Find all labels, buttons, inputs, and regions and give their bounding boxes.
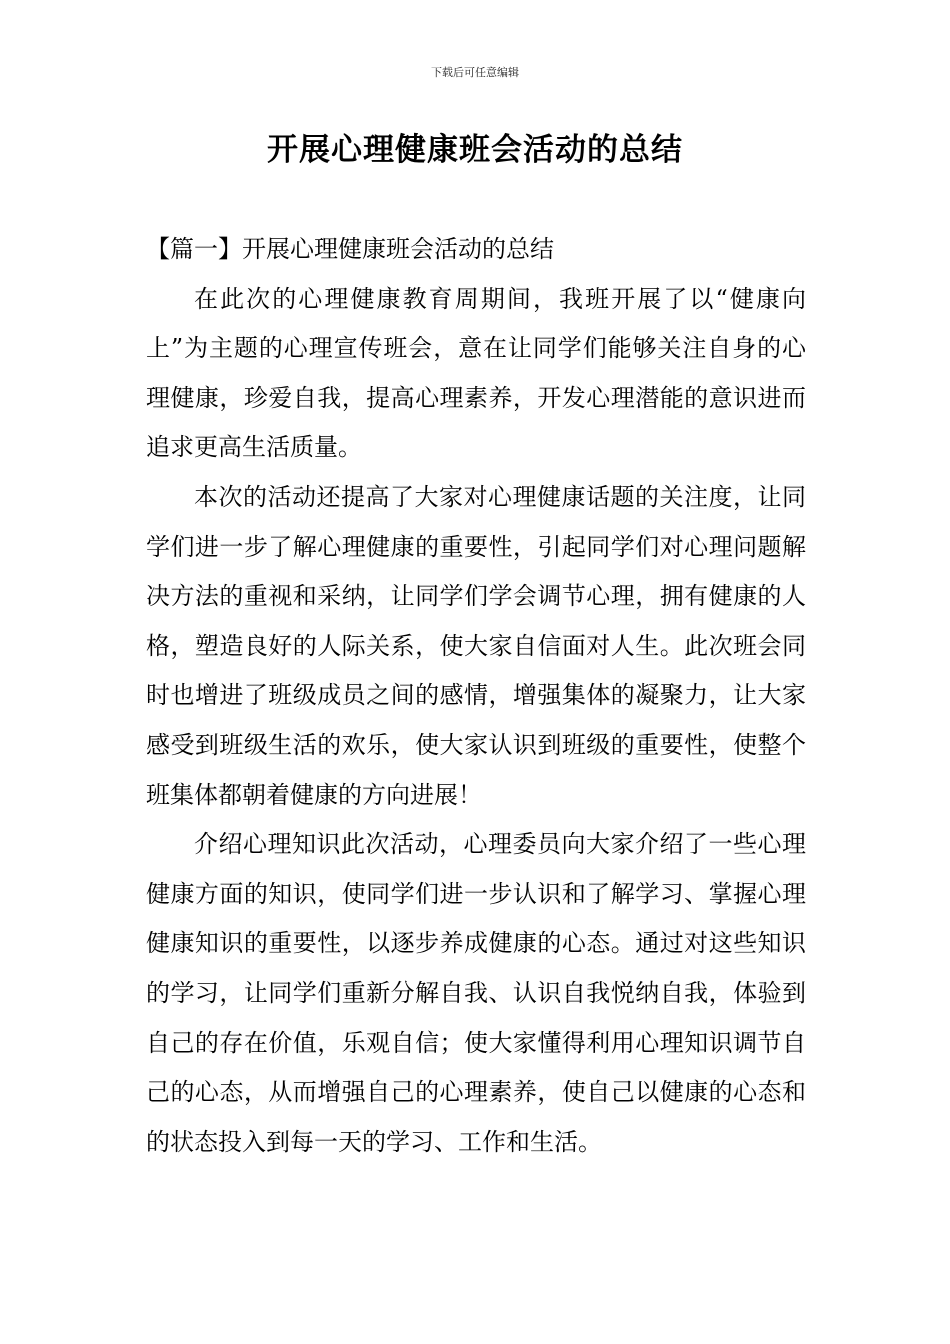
paragraph-2: 本次的活动还提高了大家对心理健康话题的关注度，让同学们进一步了解心理健康的重要性，引起同学们对心理问题解决方法的重视和采纳，让同学们学会调节心理，拥有健康的人格，塑造良好的人际关系，使大家自信面对人生。此次班会同时也增进了班级成员之间的感情，增强集体的凝聚力，让大家感受到班级生活的欢乐，使大家认识到班级的重要性，使整个班集体都朝着健康的方向进展！ [146, 482, 806, 809]
section-heading: 【篇一】开展心理健康班会活动的总结 [146, 235, 554, 263]
header-note: 下载后可任意编辑 [431, 66, 519, 79]
document-body [146, 225, 806, 1167]
paragraph-1: 在此次的心理健康教育周期间，我班开展了以“健康向上”为主题的心理宣传班会，意在让同学们能够关注自身的心理健康，珍爱自我，提高心理素养，开发心理潜能的意识进而追求更高生活质量。 [146, 284, 806, 462]
paragraph-3: 介绍心理知识此次活动，心理委员向大家介绍了一些心理健康方面的知识，使同学们进一步认识和了解学习、掌握心理健康知识的重要性，以逐步养成健康的心态。通过对这些知识的学习，让同学们重新分解自我、认识自我悦纳自我，体验到自己的存在价值，乐观自信；使大家懂得利用心理知识调节自己的心态，从而增强自己的心理素养，使自己以健康的心态和的状态投入到每一天的学习、工作和生活。 [146, 830, 806, 1156]
document-title: 开展心理健康班会活动的总结 [267, 132, 683, 168]
